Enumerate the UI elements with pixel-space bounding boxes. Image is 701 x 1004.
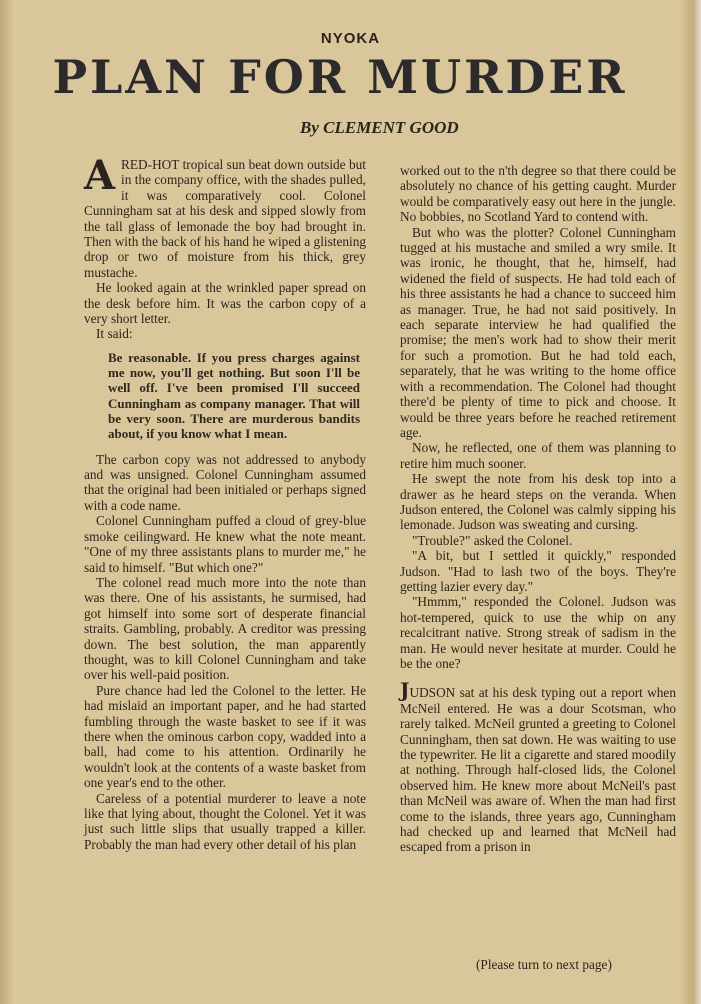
section-paragraph (400, 678, 676, 855)
paragraph: Pure chance had led the Colonel to the letter. He had mislaid an important paper, and he had started fumbling through the waste basket to see if it was there when the ominous carbon copy, wadded into a ball, had come to his attention. Ordinarily he wouldn't look at the contents of a waste basket from one year's end to the other. (84, 682, 366, 791)
story-title: PLAN FOR MURDER (52, 50, 628, 104)
opening-paragraph (84, 152, 366, 280)
opening-text: RED-HOT tropical sun beat down outside but in the company office, with the shades pulled, it was comparatively cool. Colonel Cunningham sat at his desk and sipped slowly from the tall glass of lemonade the boy had brought in. Then with the back of his hand he wiped a glistening drop or two of moisture from his thick, grey mustache. (84, 157, 366, 280)
paragraph: "A bit, but I settled it quickly," responded Judson. "Had to lash two of the boys. They're getting lazier every day." (400, 548, 676, 594)
paragraph: "Trouble?" asked the Colonel. (412, 532, 573, 548)
paragraph: He swept the note from his desk top into a drawer as he heard steps on the veranda. When Judson entered, the Colonel was calmly sipping his lemonade. Judson was sweating and cursing. (400, 471, 676, 533)
section-text: UDSON sat at his desk typing out a report when McNeil entered. He was a dour Scotsman, who rarely talked. McNeil grunted a greeting to Colonel Cunningham, then sat down. He was waiting to use the typewriter. He lit a cigarette and stared moodily at nothing. Through half-closed lids, the Colonel observed him. He knew more about McNeil's past than McNeil was aware of. When the man had first come to the islands, three years ago, Cunningham had checked up and learned that McNeil had escaped from a prison in (400, 685, 676, 855)
paragraph: Now, he reflected, one of them was planning to retire him much sooner. (400, 440, 676, 471)
paragraph: It said: (96, 326, 133, 342)
paragraph: The carbon copy was not addressed to anybody and was unsigned. Colonel Cunningham assumed that the original had been initialed or perhaps signed with a code name. (84, 451, 366, 513)
paragraph: He looked again at the wrinkled paper spread on the desk before him. It was the carbon copy of a very short letter. (84, 280, 366, 327)
paragraph: The colonel read much more into the note than was there. One of his assistants, he surmised, had got himself into some sort of desperate financial straits. Gambling, probably. A creditor was pressing down. The best solution, the man apparently thought, was to kill Colonel Cunningham and take over his well-paid position. (84, 574, 366, 683)
paragraph: But who was the plotter? Colonel Cunningham tugged at his mustache and smiled a wry smile. It was ironic, he thought, that he, himself, had widened the field of suspects. He had told each of his three assistants he had a chance to succeed him as manager. True, he had not said positively. In each separate interview he had qualified the promise; the men's work had to show their merit for such a promotion. But he had told each, separately, that he was writing to the home office with a recommendation. The Colonel had thought there'd be plenty of time to pick and choose. It would be three years before he reached retirement age. (400, 224, 676, 440)
page-edge-right (681, 0, 701, 1004)
letter-quote: Be reasonable. If you press charges against me now, you'll get nothing. But soon I'll be well off. I've been promised I'll succeed Cunningham as company manager. That will be very soon. There are murderous bandits about, if you know what I mean. (108, 349, 360, 442)
paragraph: worked out to the n'th degree so that there could be absolutely no chance of his getting caught. Murder would be comparatively easy out here in the jungle. No bobbies, no Scotland Yard to contend with. (400, 163, 676, 225)
magazine-name: NYOKA (320, 30, 381, 47)
column-right (400, 163, 676, 855)
paragraph: Careless of a potential murderer to leave a note like that lying about, thought the Colonel. Yet it was just such little slips that usually trapped a killer. Probably the man had every other detail of his plan (84, 790, 366, 852)
paragraph: Colonel Cunningham puffed a cloud of grey-blue smoke ceilingward. He knew what the note meant. "One of my three assistants plans to murder me," he said to himself. "But which one?" (84, 513, 366, 575)
column-left (84, 152, 366, 852)
continued-note: (Please turn to next page) (476, 957, 612, 972)
byline: By CLEMENT GOOD (300, 118, 459, 137)
page-edge-left (0, 0, 14, 1004)
drop-cap: A (84, 152, 116, 199)
paragraph: "Hmmm," responded the Colonel. Judson was hot-tempered, quick to use the whip on any recalcitrant native. Strong streak of sadism in the man. He would never hesitate at murder. Could he be the one? (400, 594, 676, 671)
section-initial: J (400, 678, 410, 703)
